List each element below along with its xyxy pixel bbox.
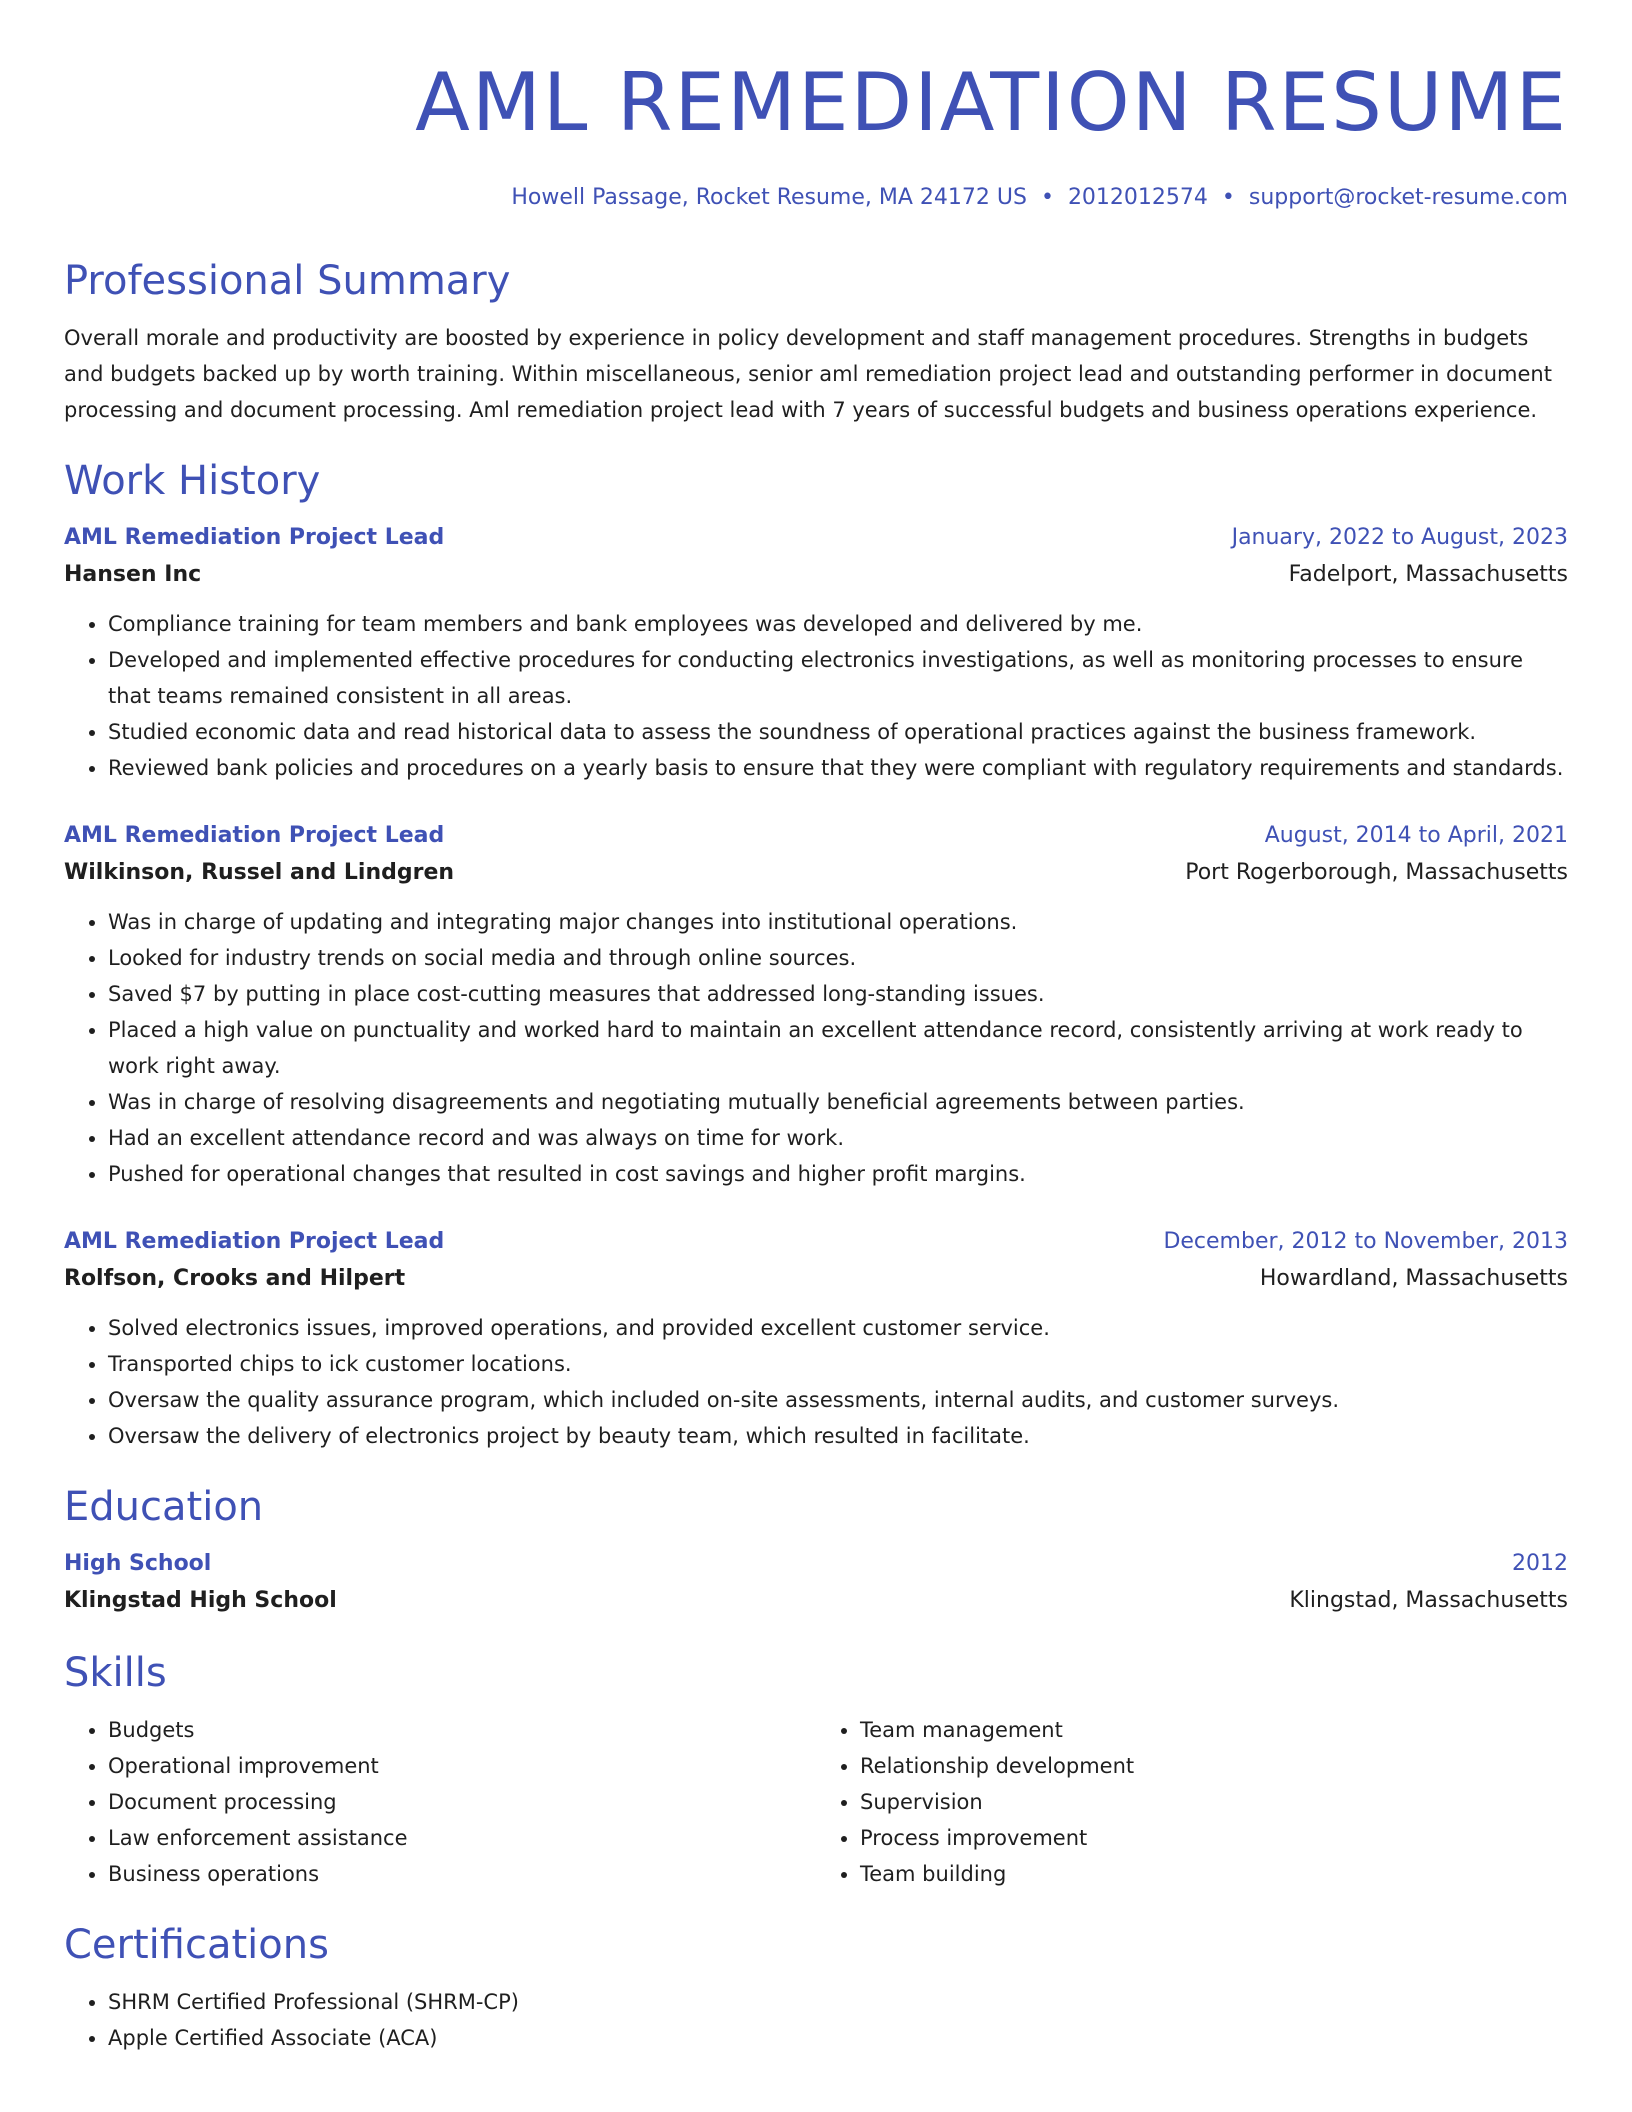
certifications-heading: Certifications	[64, 1922, 329, 1968]
job-dates: August, 2014 to April, 2021	[1264, 823, 1568, 848]
summary-heading: Professional Summary	[64, 258, 511, 304]
job-bullet: • Compliance training for team members and bank employees was developed and delivered by me.	[108, 606, 1568, 642]
contact-line	[64, 184, 1568, 212]
skills-list-left	[64, 1712, 816, 1892]
education-location: Klingstad, Massachusetts	[1289, 1588, 1568, 1613]
job-bullet: • Was in charge of resolving disagreements and negotiating mutually beneficial agreements between parties.	[108, 1084, 1568, 1120]
education-heading: Education	[64, 1484, 264, 1530]
education-degree: High School	[64, 1551, 212, 1576]
contact-email[interactable]: support@rocket-resume.com	[1248, 185, 1568, 210]
education-entry	[64, 1546, 1568, 1620]
skills-columns	[64, 1712, 1568, 1892]
certifications-section	[64, 1920, 1568, 2056]
job-bullet: • Had an excellent attendance record and was always on time for work.	[108, 1120, 1568, 1156]
job-entry	[64, 1224, 1568, 1454]
job-title: AML Remediation Project Lead	[64, 1229, 445, 1254]
summary-section	[64, 256, 1568, 428]
job-location: Howardland, Massachusetts	[1259, 1266, 1568, 1291]
job-bullet: • Saved $7 by putting in place cost-cutting measures that addressed long-standing issues.	[108, 976, 1568, 1012]
job-title: AML Remediation Project Lead	[64, 525, 445, 550]
job-bullet: • Developed and implemented effective procedures for conducting electronics investigations, as well as monitoring processes to ensure that teams remained consistent in all areas.	[108, 642, 1568, 714]
job-location: Fadelport, Massachusetts	[1288, 562, 1568, 587]
job-dates: December, 2012 to November, 2013	[1163, 1229, 1568, 1254]
job-company: Wilkinson, Russel and Lindgren	[64, 860, 455, 885]
job-bullet: • Looked for industry trends on social media and through online sources.	[108, 940, 1568, 976]
resume-title: AML REMEDIATION RESUME	[415, 56, 1568, 149]
job-bullet: • Placed a high value on punctuality and worked hard to maintain an excellent attendance record, consistently arriving at work ready to work right away.	[108, 1012, 1568, 1084]
skill-item: • Team building	[860, 1856, 1568, 1892]
contact-separator: •	[1221, 185, 1235, 210]
skill-item: • Supervision	[860, 1784, 1568, 1820]
certifications-list	[64, 1984, 1568, 2056]
skill-item: • Law enforcement assistance	[108, 1820, 816, 1856]
certification-item: • Apple Certified Associate (ACA)	[108, 2020, 1568, 2056]
skill-item: • Business operations	[108, 1856, 816, 1892]
job-title: AML Remediation Project Lead	[64, 823, 445, 848]
job-bullet: • Was in charge of updating and integrating major changes into institutional operations.	[108, 904, 1568, 940]
job-bullet: • Solved electronics issues, improved operations, and provided excellent customer service.	[108, 1310, 1568, 1346]
work-history-heading: Work History	[64, 458, 321, 504]
job-entry	[64, 520, 1568, 786]
job-dates: January, 2022 to August, 2023	[1231, 525, 1568, 550]
job-bullet: • Oversaw the quality assurance program, which included on-site assessments, internal audits, and customer surveys.	[108, 1382, 1568, 1418]
education-year: 2012	[1512, 1551, 1568, 1576]
education-school: Klingstad High School	[64, 1588, 337, 1613]
job-company: Hansen Inc	[64, 562, 202, 587]
skills-heading: Skills	[64, 1650, 167, 1696]
job-bullet: • Oversaw the delivery of electronics project by beauty team, which resulted in facilitate.	[108, 1418, 1568, 1454]
job-company: Rolfson, Crooks and Hilpert	[64, 1266, 406, 1291]
contact-address: Howell Passage, Rocket Resume, MA 24172 US	[511, 185, 1027, 210]
contact-phone: 2012012574	[1067, 185, 1208, 210]
skill-item: • Budgets	[108, 1712, 816, 1748]
skills-section	[64, 1648, 1568, 1892]
job-bullets	[64, 1310, 1568, 1454]
summary-text: Overall morale and productivity are boosted by experience in policy development and staff management procedures. Strengths in budgets and budgets backed up by worth training. Within miscellaneous, senior aml remediation project lead and outstanding performer in document processing and document processing. Aml remediation project lead with 7 years of successful budgets and business operations experience.	[64, 326, 1552, 422]
job-bullet: • Pushed for operational changes that resulted in cost savings and higher profit margins.	[108, 1156, 1568, 1192]
skill-item: • Relationship development	[860, 1748, 1568, 1784]
skill-item: • Operational improvement	[108, 1748, 816, 1784]
job-bullet: • Transported chips to ick customer locations.	[108, 1346, 1568, 1382]
education-section	[64, 1482, 1568, 1620]
job-entry	[64, 818, 1568, 1192]
job-bullet: • Reviewed bank policies and procedures on a yearly basis to ensure that they were compliant with regulatory requirements and standards.	[108, 750, 1568, 786]
contact-separator: •	[1040, 185, 1054, 210]
skill-item: • Process improvement	[860, 1820, 1568, 1856]
skills-list-right	[816, 1712, 1568, 1892]
job-bullets	[64, 606, 1568, 786]
skill-item: • Team management	[860, 1712, 1568, 1748]
job-bullet: • Studied economic data and read historical data to assess the soundness of operational practices against the business framework.	[108, 714, 1568, 750]
work-history-section	[64, 456, 1568, 1454]
job-location: Port Rogerborough, Massachusetts	[1185, 860, 1568, 885]
job-bullets	[64, 904, 1568, 1192]
skill-item: • Document processing	[108, 1784, 816, 1820]
certification-item: • SHRM Certified Professional (SHRM-CP)	[108, 1984, 1568, 2020]
